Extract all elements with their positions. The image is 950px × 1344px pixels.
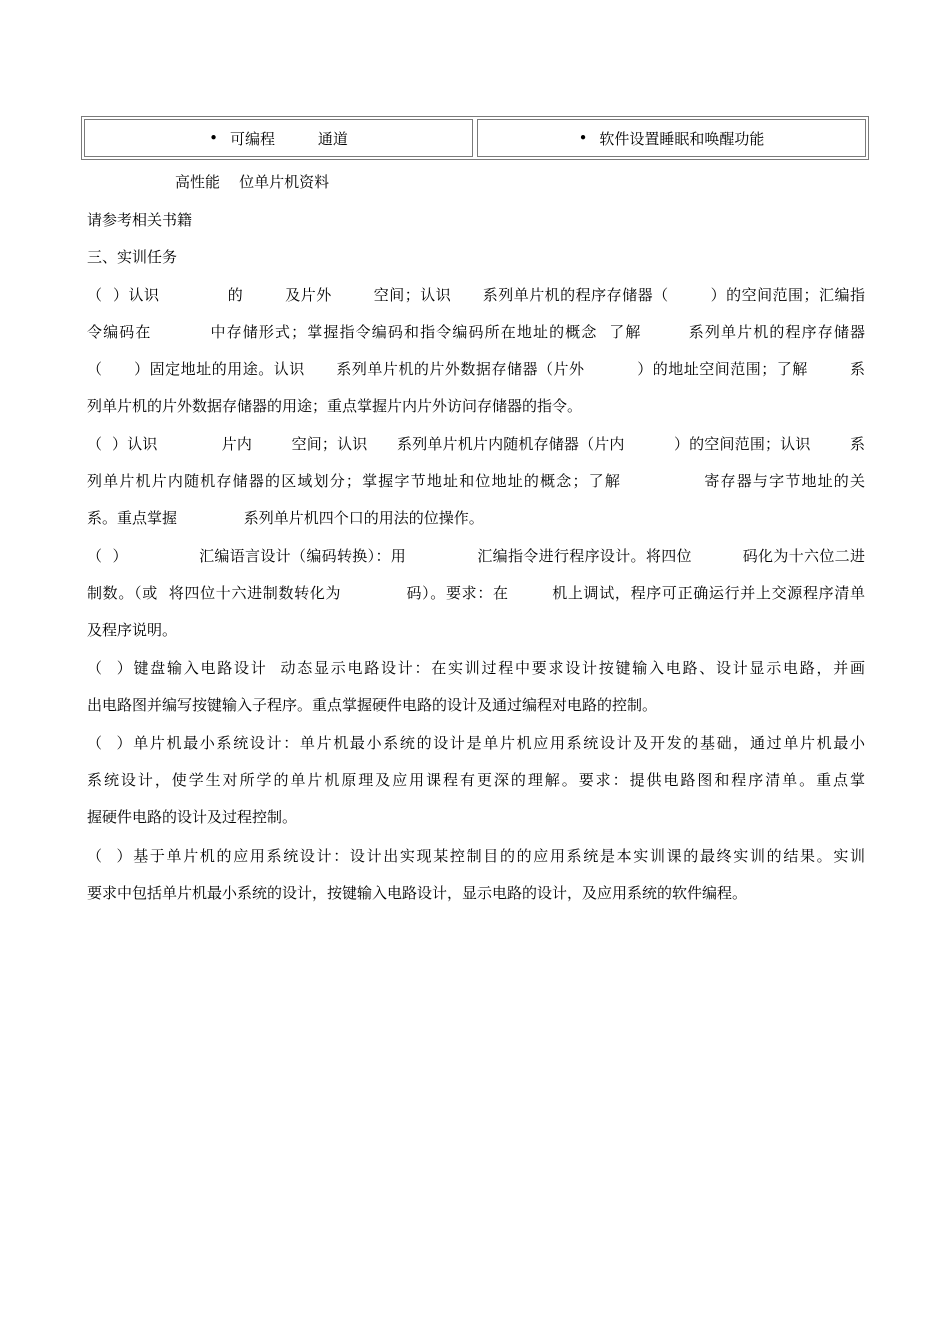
task-item <box>87 285 865 433</box>
task-line: 要求中包括单片机最小系统的设计，按键输入电路设计，显示电路的设计，及应用系统的软件编程。 <box>87 884 748 902</box>
task-line: 列单片机的片外数据存储器的用途；重点掌握片内片外访问存储器的指令。 <box>87 397 583 415</box>
feature-text: 软件设置睡眠和唤醒功能 <box>599 129 765 148</box>
bullet-icon: • <box>578 129 588 147</box>
task-line: 制数。（或 将四位十六进制数转化为 码）。要求：在 机上调试，程序可正确运行并上交源程序清单 <box>87 584 865 602</box>
reference-note: 请参考相关书籍 <box>87 211 193 229</box>
feature-cell-sleep-wake <box>477 119 866 157</box>
task-line: 系。重点掌握 系列单片机四个口的用法的位操作。 <box>87 509 484 527</box>
task-line: 系统设计，使学生对所学的单片机原理及应用课程有更深的理解。要求：提供电路图和程序清单。重点掌 <box>87 771 865 789</box>
bullet-icon: • <box>209 129 218 147</box>
task-line: （ ）基于单片机的应用系统设计：设计出实现某控制目的的应用系统是本实训课的最终实训的结果。实训 <box>87 847 865 865</box>
task-line: 握硬件电路的设计及过程控制。 <box>87 808 298 826</box>
task-line: （ ）单片机最小系统设计：单片机最小系统的设计是单片机应用系统设计及开发的基础，通过单片机最小 <box>87 734 865 752</box>
task-item <box>87 658 865 732</box>
task-line: 列单片机片内随机存储器的区域划分；掌握字节地址和位地址的概念；了解 寄存器与字节地址的关 <box>87 472 865 490</box>
task-line: 出电路图并编写按键输入子程序。重点掌握硬件电路的设计及通过编程对电路的控制。 <box>87 696 658 714</box>
task-line: （ ）认识 的 及片外 空间；认识 系列单片机的程序存储器（ ）的空间范围；汇编指 <box>87 286 865 304</box>
section-heading: 三、实训任务 <box>87 248 178 266</box>
task-item <box>87 733 865 844</box>
task-line: （ ）固定地址的用途。认识 系列单片机的片外数据存储器（片外 ）的地址空间范围；了解 系 <box>87 360 865 378</box>
document-subtitle: 高性能 位单片机资料 <box>175 173 330 191</box>
feature-cell-programmable-channel <box>84 119 473 157</box>
task-item <box>87 846 865 920</box>
task-line: 令编码在 中存储形式；掌握指令编码和指令编码所在地址的概念 了解 系列单片机的程序存储器 <box>87 323 865 341</box>
task-item <box>87 546 865 657</box>
task-line: 及程序说明。 <box>87 621 178 639</box>
task-item <box>87 434 865 545</box>
task-line: （ ）认识 片内 空间；认识 系列单片机片内随机存储器（片内 ）的空间范围；认识 系 <box>87 435 865 453</box>
feature-text: 可编程 通道 <box>229 129 348 148</box>
task-line: （ ） 汇编语言设计（编码转换）：用 汇编指令进行程序设计。将四位 码化为十六位二进 <box>87 547 865 565</box>
task-line: （ ）键盘输入电路设计 动态显示电路设计：在实训过程中要求设计按键输入电路、设计显示电路，并画 <box>87 659 865 677</box>
feature-table <box>81 116 869 160</box>
